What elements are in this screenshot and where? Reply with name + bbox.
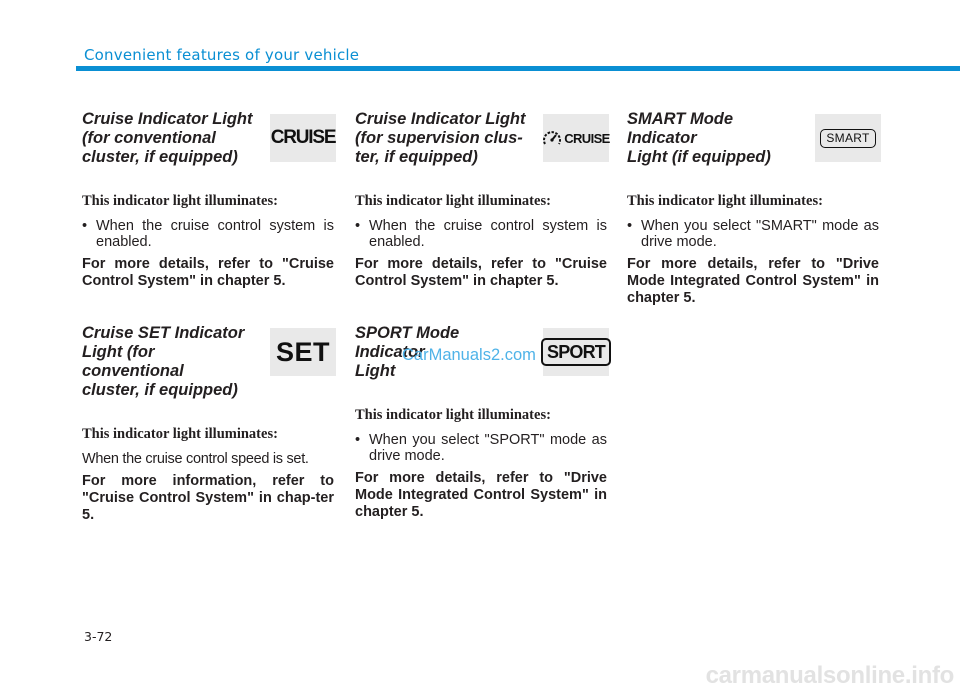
bullet-dot: • [355, 218, 361, 234]
bullet-item [82, 218, 334, 250]
section-title: Cruise Indicator Light (for conventional cluster, if equipped) [82, 110, 253, 166]
bullet-dot: • [82, 218, 88, 234]
bullet-item [627, 218, 879, 250]
section-title: SPORT Mode Indicator Light [355, 324, 460, 380]
sport-indicator-icon [543, 328, 609, 376]
body-text: When the cruise control speed is set. [82, 451, 309, 467]
icon-label: CRUISE [270, 127, 336, 148]
section-cruise-conventional [82, 110, 334, 290]
section-cruise-set [82, 324, 334, 524]
section-cruise-supervision [355, 110, 610, 290]
speedometer-icon [542, 129, 562, 147]
bullet-text: When the cruise control system is enabled. [369, 218, 607, 250]
section-title: SMART Mode Indicator Light (if equipped) [627, 110, 771, 166]
reference-text: For more information, refer to "Cruise Control System" in chap-ter 5. [82, 473, 334, 523]
icon-label: SPORT [541, 338, 611, 366]
bullet-item [355, 218, 607, 250]
bullet-text: When the cruise control system is enabled. [96, 218, 334, 250]
lead-text: This indicator light illuminates: [627, 193, 823, 209]
lead-text: This indicator light illuminates: [355, 193, 551, 209]
reference-text: For more details, refer to "Cruise Control System" in chapter 5. [82, 256, 334, 289]
bullet-item [355, 432, 607, 464]
column-1 [82, 110, 334, 558]
icon-label: CRUISE [564, 130, 610, 146]
lead-text: This indicator light illuminates: [82, 426, 278, 442]
watermark-link[interactable]: CarManuals2.com [402, 346, 536, 364]
chapter-header: Convenient features of your vehicle [84, 46, 360, 64]
bullet-dot: • [627, 218, 633, 234]
column-3 [627, 110, 879, 341]
lead-text: This indicator light illuminates: [82, 193, 278, 209]
icon-label: SET [275, 336, 330, 367]
cruise-supervision-icon [543, 114, 609, 162]
smart-indicator-icon [815, 114, 881, 162]
bullet-text: When you select "SMART" mode as drive mode. [641, 218, 879, 250]
lead-text: This indicator light illuminates: [355, 407, 551, 423]
page-number: 3-72 [84, 629, 113, 644]
reference-text: For more details, refer to "Drive Mode Integrated Control System" in chapter 5. [627, 256, 879, 306]
cruise-indicator-icon [270, 114, 336, 162]
icon-label: SMART [820, 129, 875, 148]
reference-text: For more details, refer to "Cruise Control System" in chapter 5. [355, 256, 607, 289]
section-title: Cruise SET Indicator Light (for conventional cluster, if equipped) [82, 324, 245, 399]
bullet-text: When you select "SPORT" mode as drive mode. [369, 432, 607, 464]
column-2 [355, 110, 610, 555]
icon-group [542, 129, 610, 147]
section-smart-mode [627, 110, 879, 307]
header-rule [76, 66, 960, 71]
bullet-dot: • [355, 432, 361, 448]
reference-text: For more details, refer to "Drive Mode Integrated Control System" in chapter 5. [355, 470, 607, 520]
section-title: Cruise Indicator Light (for supervision clus- ter, if equipped) [355, 110, 526, 166]
set-indicator-icon [270, 328, 336, 376]
footer-watermark: carmanualsonline.info [705, 662, 954, 689]
